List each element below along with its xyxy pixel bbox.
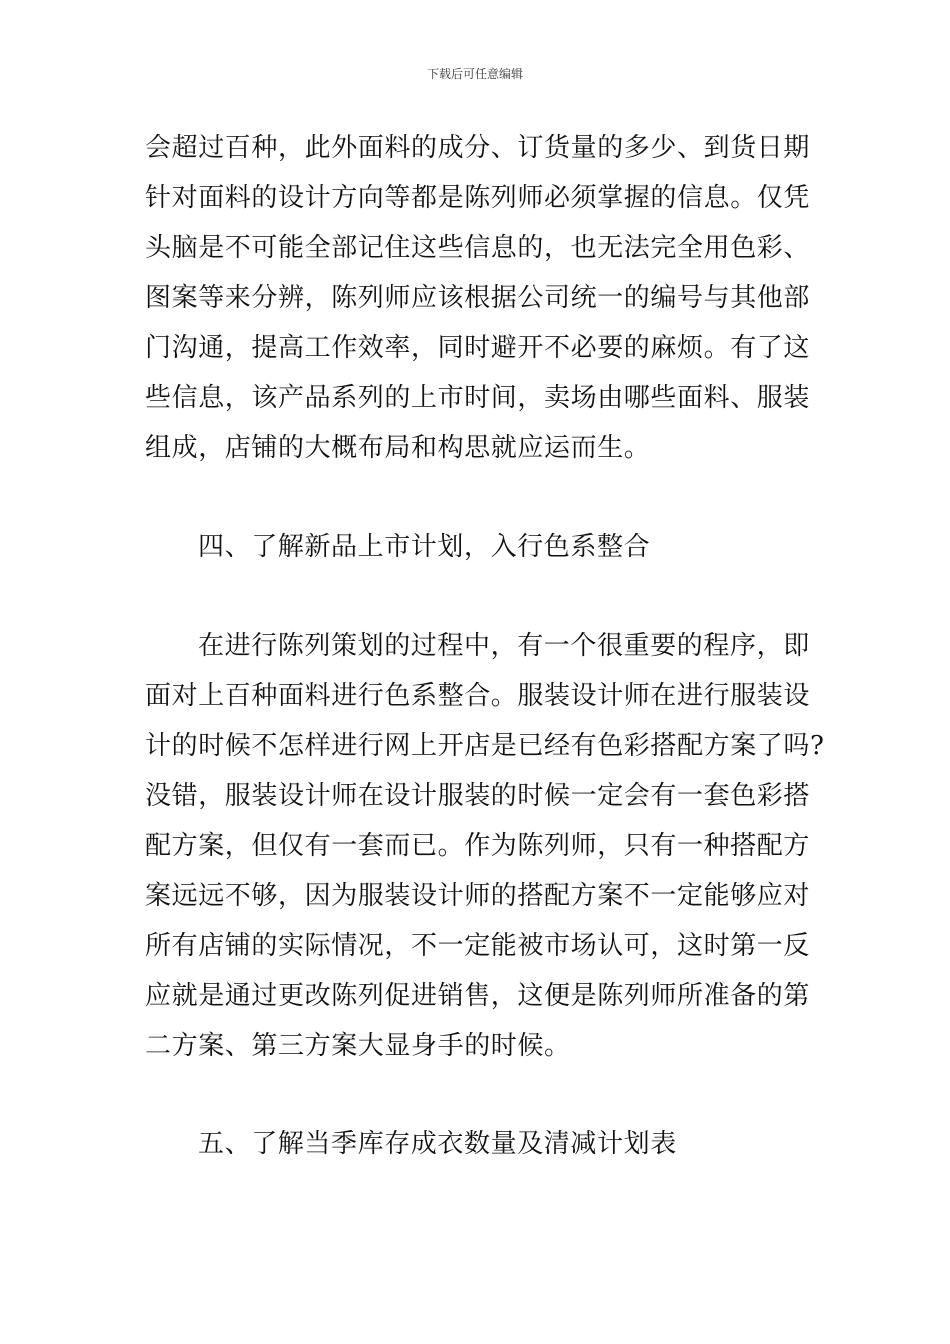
paragraph-1-line: 门沟通，提高工作效率，同时避开不必要的麻烦。有了这 xyxy=(145,333,811,363)
paragraph-1-line: 头脑是不可能全部记住这些信息的，也无法完全用色彩、 xyxy=(145,233,811,263)
paragraph-2-line: 二方案、第三方案大显身手的时候。 xyxy=(145,1031,571,1061)
paragraph-2-line: 计的时候不怎样进行网上开店是已经有色彩搭配方案了吗? xyxy=(145,731,825,761)
paragraph-1-line: 会超过百种，此外面料的成分、订货量的多少、到货日期 xyxy=(145,133,811,163)
header-note: 下载后可任意编辑 xyxy=(426,67,523,81)
paragraph-1-line: 组成，店铺的大概布局和构思就应运而生。 xyxy=(145,433,651,463)
paragraph-2-line: 配方案，但仅有一套而已。作为陈列师，只有一种搭配方 xyxy=(145,831,811,861)
section-heading-5: 五、了解当季库存成衣数量及清减计划表 xyxy=(198,1129,677,1159)
paragraph-1-line: 针对面料的设计方向等都是陈列师必须掌握的信息。仅凭 xyxy=(145,183,811,213)
paragraph-2-line: 没错，服装设计师在设计服装的时候一定会有一套色彩搭 xyxy=(145,781,811,811)
paragraph-2-line: 在进行陈列策划的过程中，有一个很重要的程序，即 xyxy=(198,631,810,661)
paragraph-1-line: 些信息，该产品系列的上市时间，卖场由哪些面料、服装 xyxy=(145,383,811,413)
paragraph-2-line: 面对上百种面料进行色系整合。服装设计师在进行服装设 xyxy=(145,681,811,711)
section-heading-4: 四、了解新品上市计划，入行色系整合 xyxy=(198,532,651,562)
paragraph-2-line: 案远远不够，因为服装设计师的搭配方案不一定能够应对 xyxy=(145,881,811,911)
paragraph-2-line: 应就是通过更改陈列促进销售，这便是陈列师所准备的第 xyxy=(145,981,811,1011)
paragraph-2-line: 所有店铺的实际情况，不一定能被市场认可，这时第一反 xyxy=(145,931,811,961)
paragraph-1-line: 图案等来分辨，陈列师应该根据公司统一的编号与其他部 xyxy=(145,283,811,313)
